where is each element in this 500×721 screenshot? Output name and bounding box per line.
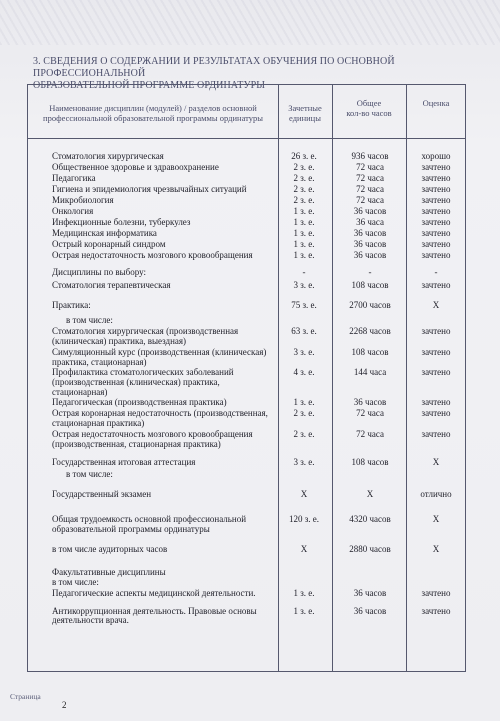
- credits-value: 120 з. е.: [288, 514, 320, 524]
- hours-value: 72 часа: [356, 173, 384, 183]
- hours-value: 36 часов: [353, 397, 387, 407]
- discipline-name: Педагогика: [52, 173, 96, 183]
- hours-value: 108 часов: [351, 280, 389, 290]
- header-grade-text: Оценка: [422, 98, 450, 108]
- hours-value: 4320 часов: [349, 514, 391, 524]
- discipline-name: Педагогическая (производственная практика): [52, 397, 227, 407]
- hours-value: 108 часов: [351, 347, 389, 357]
- discipline-name: стационарная): [52, 387, 108, 397]
- hours-value: 36 часов: [353, 588, 387, 598]
- discipline-name: Государственный экзамен: [52, 489, 152, 499]
- credits-value: 2 з. е.: [293, 162, 315, 172]
- credits-value: 3 з. е.: [293, 280, 315, 290]
- header-separator: [27, 138, 466, 139]
- discipline-name: Инфекционные болезни, туберкулез: [52, 217, 191, 227]
- credits-value: 1 з. е.: [293, 217, 315, 227]
- credits-value: 1 з. е.: [293, 250, 315, 260]
- section-title-line-2: ОБРАЗОВАТЕЛЬНОЙ ПРОГРАММЕ ОРДИНАТУРЫ: [33, 80, 266, 91]
- discipline-name: в том числе:: [66, 315, 113, 325]
- hours-value: 108 часов: [351, 457, 389, 467]
- hours-value: 144 часа: [353, 367, 387, 377]
- grade-value: зачтено: [421, 206, 451, 216]
- grade-value: зачтено: [421, 195, 451, 205]
- credits-value: 2 з. е.: [293, 429, 315, 439]
- discipline-name: Гигиена и эпидемиология чрезвычайных ситуаций: [52, 184, 247, 194]
- discipline-name: образовательной программы ординатуры: [52, 524, 210, 534]
- hours-value: -: [368, 267, 372, 277]
- discipline-name: Стоматология терапевтическая: [52, 280, 171, 290]
- discipline-name: Стоматология хирургическая (производственная: [52, 326, 239, 336]
- hours-value: 36 часа: [356, 217, 384, 227]
- grade-value: X: [432, 514, 440, 524]
- discipline-name: Острый коронарный синдром: [52, 239, 166, 249]
- hours-value: 936 часов: [351, 151, 389, 161]
- column-divider-grade: [406, 84, 407, 672]
- credits-value: 1 з. е.: [293, 206, 315, 216]
- discipline-name: Общая трудоемкость основной профессиональной: [52, 514, 247, 524]
- discipline-name: в том числе:: [66, 469, 113, 479]
- grade-value: X: [432, 544, 440, 554]
- grade-value: зачтено: [421, 606, 451, 616]
- grade-value: зачтено: [421, 408, 451, 418]
- hours-value: 36 часов: [353, 206, 387, 216]
- credits-value: 2 з. е.: [293, 173, 315, 183]
- credits-value: 75 з. е.: [291, 300, 317, 310]
- hours-value: 72 часа: [356, 429, 384, 439]
- header-credits-line-1: Зачетные: [288, 103, 322, 113]
- hours-value: X: [366, 489, 374, 499]
- hours-value: 72 часа: [356, 184, 384, 194]
- grade-value: -: [434, 267, 438, 277]
- discipline-name: Стоматология хирургическая: [52, 151, 164, 161]
- grade-value: отлично: [420, 489, 452, 499]
- grade-value: зачтено: [421, 173, 451, 183]
- column-divider-credits: [278, 84, 279, 672]
- discipline-name: Онкология: [52, 206, 94, 216]
- credits-value: 2 з. е.: [293, 408, 315, 418]
- header-hours-line-1: Общее: [356, 98, 382, 108]
- hours-value: 36 часов: [353, 239, 387, 249]
- discipline-name: практика, стационарная): [52, 357, 147, 367]
- discipline-name: Острая коронарная недостаточность (производственная,: [52, 408, 268, 418]
- discipline-name: в том числе:: [52, 577, 99, 587]
- grade-value: зачтено: [421, 326, 451, 336]
- discipline-name: Дисциплины по выбору:: [52, 267, 147, 277]
- hours-value: 36 часов: [353, 250, 387, 260]
- discipline-name: Острая недостаточность мозгового кровообращения: [52, 429, 253, 439]
- grade-value: X: [432, 457, 440, 467]
- discipline-name: Медицинская информатика: [52, 228, 157, 238]
- hours-value: 2700 часов: [349, 300, 391, 310]
- page-number: 2: [62, 700, 67, 710]
- grade-value: зачтено: [421, 184, 451, 194]
- grade-value: хорошо: [421, 151, 451, 161]
- credits-value: 3 з. е.: [293, 347, 315, 357]
- header-grade: [408, 98, 464, 108]
- discipline-name: (клиническая) практика, выездная): [52, 336, 187, 346]
- discipline-name: Микробиология: [52, 195, 114, 205]
- discipline-name: Педагогические аспекты медицинской деятельности.: [52, 588, 256, 598]
- grade-value: зачтено: [421, 280, 451, 290]
- credits-value: 63 з. е.: [291, 326, 317, 336]
- grade-value: зачтено: [421, 588, 451, 598]
- credits-value: 1 з. е.: [293, 397, 315, 407]
- header-hours: [334, 98, 404, 118]
- header-credits: [280, 103, 330, 123]
- grade-value: зачтено: [421, 162, 451, 172]
- credits-value: 1 з. е.: [293, 606, 315, 616]
- grade-value: зачтено: [421, 367, 451, 377]
- discipline-name: деятельности врача.: [52, 615, 129, 625]
- grade-value: зачтено: [421, 217, 451, 227]
- credits-value: 1 з. е.: [293, 239, 315, 249]
- grade-value: зачтено: [421, 228, 451, 238]
- credits-value: X: [300, 544, 308, 554]
- discipline-name: (производственная, стационарная практика): [52, 439, 221, 449]
- credits-value: 4 з. е.: [293, 367, 315, 377]
- header-hours-line-2: кол-во часов: [346, 108, 392, 118]
- header-discipline-name-line-2: профессиональной образовательной программы ординатуры: [43, 113, 263, 123]
- credits-value: 1 з. е.: [293, 228, 315, 238]
- credits-value: X: [300, 489, 308, 499]
- header-discipline-name-line-1: Наименование дисциплин (модулей) / разделов основной: [49, 103, 257, 113]
- header-credits-line-2: единицы: [289, 113, 321, 123]
- discipline-name: Острая недостаточность мозгового кровообращения: [52, 250, 253, 260]
- discipline-name: стационарная практика): [52, 418, 145, 428]
- credits-value: -: [302, 267, 306, 277]
- credits-value: 3 з. е.: [293, 457, 315, 467]
- hours-value: 36 часов: [353, 606, 387, 616]
- section-title-line-1: 3. СВЕДЕНИЯ О СОДЕРЖАНИИ И РЕЗУЛЬТАТАХ ОБУЧЕНИЯ ПО ОСНОВНОЙ ПРОФЕССИОНАЛЬНОЙ: [33, 56, 395, 79]
- discipline-name: Профилактика стоматологических заболеваний: [52, 367, 234, 377]
- grade-value: зачтено: [421, 429, 451, 439]
- column-divider-hours: [332, 84, 333, 672]
- footer-page-label: Страница: [10, 692, 41, 701]
- discipline-name: (производственная (клиническая) практика,: [52, 377, 220, 387]
- grade-value: зачтено: [421, 397, 451, 407]
- discipline-name: Практика:: [52, 300, 91, 310]
- hours-value: 72 часа: [356, 408, 384, 418]
- grade-value: зачтено: [421, 347, 451, 357]
- credits-value: 2 з. е.: [293, 184, 315, 194]
- discipline-name: Факультативные дисциплины: [52, 567, 166, 577]
- discipline-name: Государственная итоговая аттестация: [52, 457, 196, 467]
- hours-value: 2268 часов: [349, 326, 391, 336]
- discipline-name: Антикоррупционная деятельность. Правовые основы: [52, 606, 257, 616]
- hours-value: 72 часа: [356, 195, 384, 205]
- hours-value: 2880 часов: [349, 544, 391, 554]
- discipline-name: Общественное здоровье и здравоохранение: [52, 162, 219, 172]
- header-discipline-name: [30, 103, 276, 123]
- hours-value: 36 часов: [353, 228, 387, 238]
- credits-value: 26 з. е.: [291, 151, 317, 161]
- credits-value: 2 з. е.: [293, 195, 315, 205]
- discipline-name: в том числе аудиторных часов: [52, 544, 168, 554]
- credits-value: 1 з. е.: [293, 588, 315, 598]
- discipline-name: Симуляционный курс (производственная (клиническая): [52, 347, 267, 357]
- grade-value: зачтено: [421, 239, 451, 249]
- grade-value: X: [432, 300, 440, 310]
- grade-value: зачтено: [421, 250, 451, 260]
- hours-value: 72 часа: [356, 162, 384, 172]
